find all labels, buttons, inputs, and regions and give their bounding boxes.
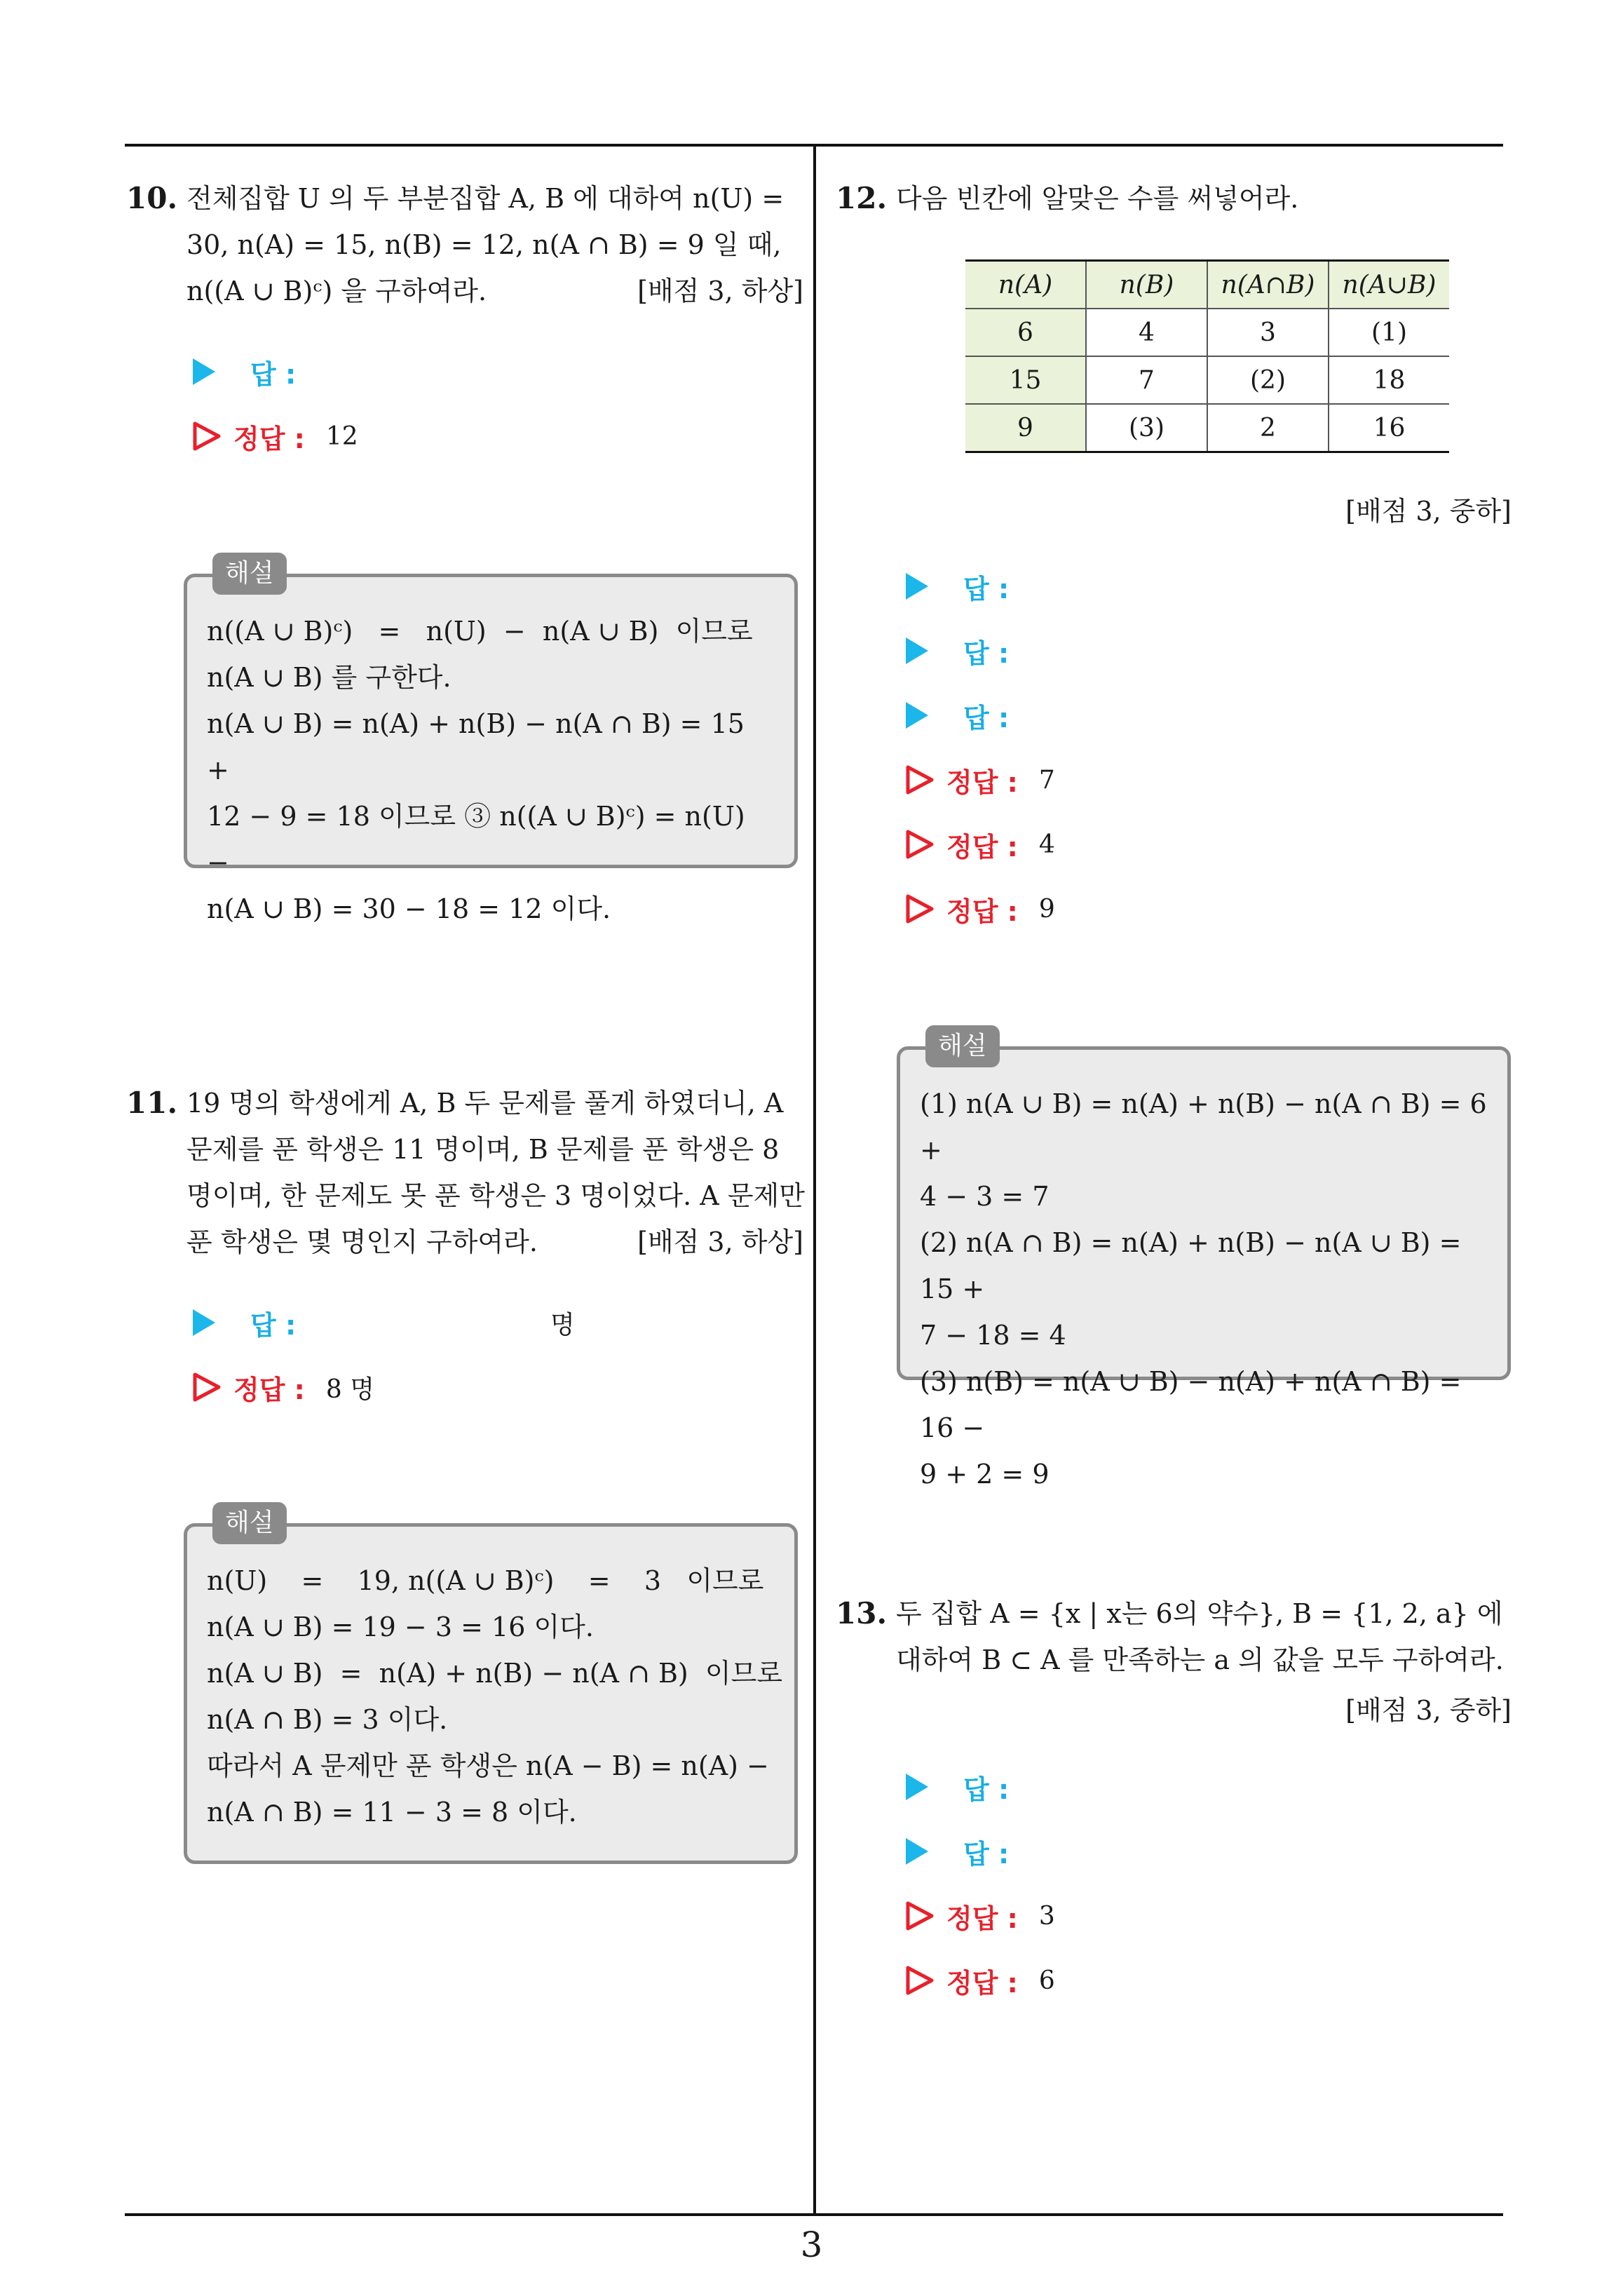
values-table: [965, 259, 1449, 453]
play-triangle-icon: [906, 573, 928, 600]
answer-row[interactable]: [906, 694, 1009, 736]
explanation-line: n(A ∪ B) = 19 − 3 = 16 이다.: [207, 1612, 594, 1642]
answer-row[interactable]: [906, 1766, 1009, 1808]
table-header-cell: n(A): [965, 261, 1086, 309]
correct-answer-row: [193, 1366, 374, 1408]
table-cell: (1): [1329, 309, 1449, 356]
table-cell: 9: [965, 404, 1086, 452]
question-text-line: [186, 268, 803, 314]
explanation-line: n(A ∪ B) = n(A) + n(B) − n(A ∩ B) 이므로: [207, 1658, 783, 1689]
table-row: [965, 309, 1449, 356]
question-number: 12.: [836, 181, 888, 215]
correct-label: 정답 :: [946, 831, 1018, 863]
play-triangle-icon: [906, 637, 928, 664]
explanation-box: [897, 1046, 1511, 1490]
table-header-cell: n(A∩B): [1207, 261, 1329, 309]
answer-label: 답 :: [963, 702, 1010, 734]
table-cell: 6: [965, 309, 1086, 356]
table-cell: (2): [1207, 356, 1329, 404]
explanation-line: n(A ∩ B) = 3 이다.: [207, 1704, 448, 1735]
answer-row[interactable]: [906, 1830, 1009, 1872]
play-triangle-icon: [193, 1309, 215, 1336]
outline-triangle-icon: [906, 894, 934, 924]
play-triangle-icon: [906, 702, 928, 729]
question-text-line: 다음 빈칸에 알맞은 수를 써넣어라.: [896, 183, 1299, 214]
page-number: 3: [800, 2224, 823, 2265]
score-label: [배점 3, 중하]: [1345, 496, 1512, 527]
explanation-line: (3) n(B) = n(A ∪ B) − n(A) + n(A ∩ B) = 16 −: [920, 1366, 1462, 1443]
outline-triangle-icon: [193, 1372, 221, 1402]
explanation-line: (2) n(A ∩ B) = n(A) + n(B) − n(A ∪ B) = 15 +: [920, 1227, 1462, 1304]
question-text-line: 명이며, 한 문제도 못 푼 학생은 3 명이었다. A 문제만: [186, 1180, 805, 1211]
correct-value: 3: [1038, 1901, 1055, 1931]
column-divider: [813, 144, 816, 2216]
table-cell: 16: [1329, 404, 1449, 452]
explanation-line: n((A ∪ B)ᶜ) = n(U) − n(A ∪ B) 이므로: [207, 616, 753, 647]
outline-triangle-icon: [906, 1901, 934, 1931]
play-triangle-icon: [193, 358, 215, 385]
answer-label: 답 :: [963, 573, 1010, 605]
explanation-line: 9 + 2 = 9: [920, 1459, 1050, 1490]
explanation-line: n(A ∪ B) = n(A) + n(B) − n(A ∩ B) = 15 +: [207, 708, 745, 785]
correct-answer-row: [906, 823, 1055, 865]
table-cell: 4: [1086, 309, 1207, 356]
answer-row[interactable]: [906, 630, 1009, 672]
question-number: 11.: [126, 1086, 178, 1120]
explanation-tab: 해설: [925, 1025, 1000, 1067]
table-cell: 18: [1329, 356, 1449, 404]
explanation-box: [184, 574, 798, 924]
correct-label: 정답 :: [233, 423, 305, 454]
table-cell: (3): [1086, 404, 1207, 452]
explanation-line: n(A ∪ B) = 30 − 18 = 12 이다.: [207, 893, 611, 924]
explanation-line: 4 − 3 = 7: [920, 1181, 1050, 1212]
correct-answer-row: [906, 888, 1055, 930]
explanation-line: n(U) = 19, n((A ∪ B)ᶜ) = 3 이므로: [207, 1565, 764, 1596]
bottom-rule: [125, 2213, 1503, 2216]
answer-row[interactable]: [906, 565, 1009, 607]
table-row: [965, 404, 1449, 452]
table-cell: 3: [1207, 309, 1329, 356]
question-text-line: 19 명의 학생에게 A, B 두 문제를 풀게 하였더니, A: [186, 1088, 784, 1119]
play-triangle-icon: [906, 1774, 928, 1800]
outline-triangle-icon: [906, 765, 934, 795]
correct-label: 정답 :: [233, 1374, 305, 1405]
correct-label: 정답 :: [946, 1903, 1018, 1934]
question-number: 13.: [836, 1596, 888, 1630]
table-header-cell: n(B): [1086, 261, 1207, 309]
answer-row[interactable]: [193, 351, 296, 393]
table-cell: 15: [965, 356, 1086, 404]
answer-unit: 명: [550, 1310, 575, 1339]
question-text-line: [186, 1219, 803, 1265]
question-text-line: 두 집합 A = {x | x는 6의 약수}, B = {1, 2, a} 에: [896, 1598, 1503, 1629]
explanation-line: 12 − 9 = 18 이므로 ③ n((A ∪ B)ᶜ) = n(U) −: [207, 801, 745, 878]
table-header-row: [965, 261, 1449, 309]
question-number: 10.: [126, 181, 178, 215]
correct-value: 7: [1038, 765, 1055, 795]
question-text-line: 문제를 푼 학생은 11 명이며, B 문제를 푼 학생은 8: [186, 1134, 780, 1165]
explanation-tab: 해설: [212, 553, 287, 595]
correct-answer-row: [906, 759, 1055, 801]
answer-row[interactable]: [193, 1302, 585, 1344]
answer-label: 답 :: [963, 1838, 1010, 1870]
table-cell: 7: [1086, 356, 1207, 404]
answer-label: 답 :: [963, 1774, 1010, 1805]
play-triangle-icon: [906, 1838, 928, 1865]
score-label: [배점 3, 하상]: [637, 276, 803, 306]
question-text-line: 30, n(A) = 15, n(B) = 12, n(A ∩ B) = 9 일 때,: [186, 229, 782, 260]
outline-triangle-icon: [193, 421, 221, 451]
score-label: [배점 3, 하상]: [637, 1227, 803, 1257]
outline-triangle-icon: [906, 1966, 934, 1995]
answer-label: 답 :: [250, 358, 297, 390]
correct-value: 8 명: [325, 1375, 374, 1404]
table-header-cell: n(A∪B): [1329, 261, 1449, 309]
explanation-line: n(A ∪ B) 를 구한다.: [207, 662, 451, 693]
explanation-line: 7 − 18 = 4: [920, 1320, 1066, 1351]
explanation-tab: 해설: [212, 1502, 287, 1544]
correct-value: 6: [1038, 1966, 1055, 1995]
correct-answer-row: [906, 1959, 1055, 2001]
question-text: n((A ∪ B)ᶜ) 을 구하여라.: [186, 276, 487, 306]
correct-label: 정답 :: [946, 1967, 1018, 1999]
outline-triangle-icon: [906, 830, 934, 859]
question-text-line: 대하여 B ⊂ A 를 만족하는 a 의 값을 모두 구하여라.: [896, 1645, 1504, 1675]
question-text: 푼 학생은 몇 명인지 구하여라.: [186, 1227, 538, 1257]
answer-label: 답 :: [250, 1309, 297, 1341]
correct-answer-row: [193, 415, 358, 457]
score-label: [배점 3, 중하]: [1345, 1695, 1512, 1726]
table-cell: 2: [1207, 404, 1329, 452]
correct-answer-row: [906, 1895, 1055, 1937]
answer-label: 답 :: [963, 637, 1010, 669]
correct-value: 9: [1038, 894, 1055, 924]
correct-value: 4: [1038, 830, 1055, 859]
explanation-line: 따라서 A 문제만 푼 학생은 n(A − B) = n(A) −: [207, 1750, 769, 1781]
correct-label: 정답 :: [946, 896, 1018, 927]
explanation-line: n(A ∩ B) = 11 − 3 = 8 이다.: [207, 1797, 577, 1828]
explanation-box: [184, 1523, 798, 1864]
table-row: [965, 356, 1449, 404]
correct-label: 정답 :: [946, 767, 1018, 798]
correct-value: 12: [325, 421, 358, 451]
question-text-line: 전체집합 U 의 두 부분집합 A, B 에 대하여 n(U) =: [186, 183, 785, 214]
explanation-line: (1) n(A ∪ B) = n(A) + n(B) − n(A ∩ B) = 6 +: [920, 1088, 1487, 1166]
